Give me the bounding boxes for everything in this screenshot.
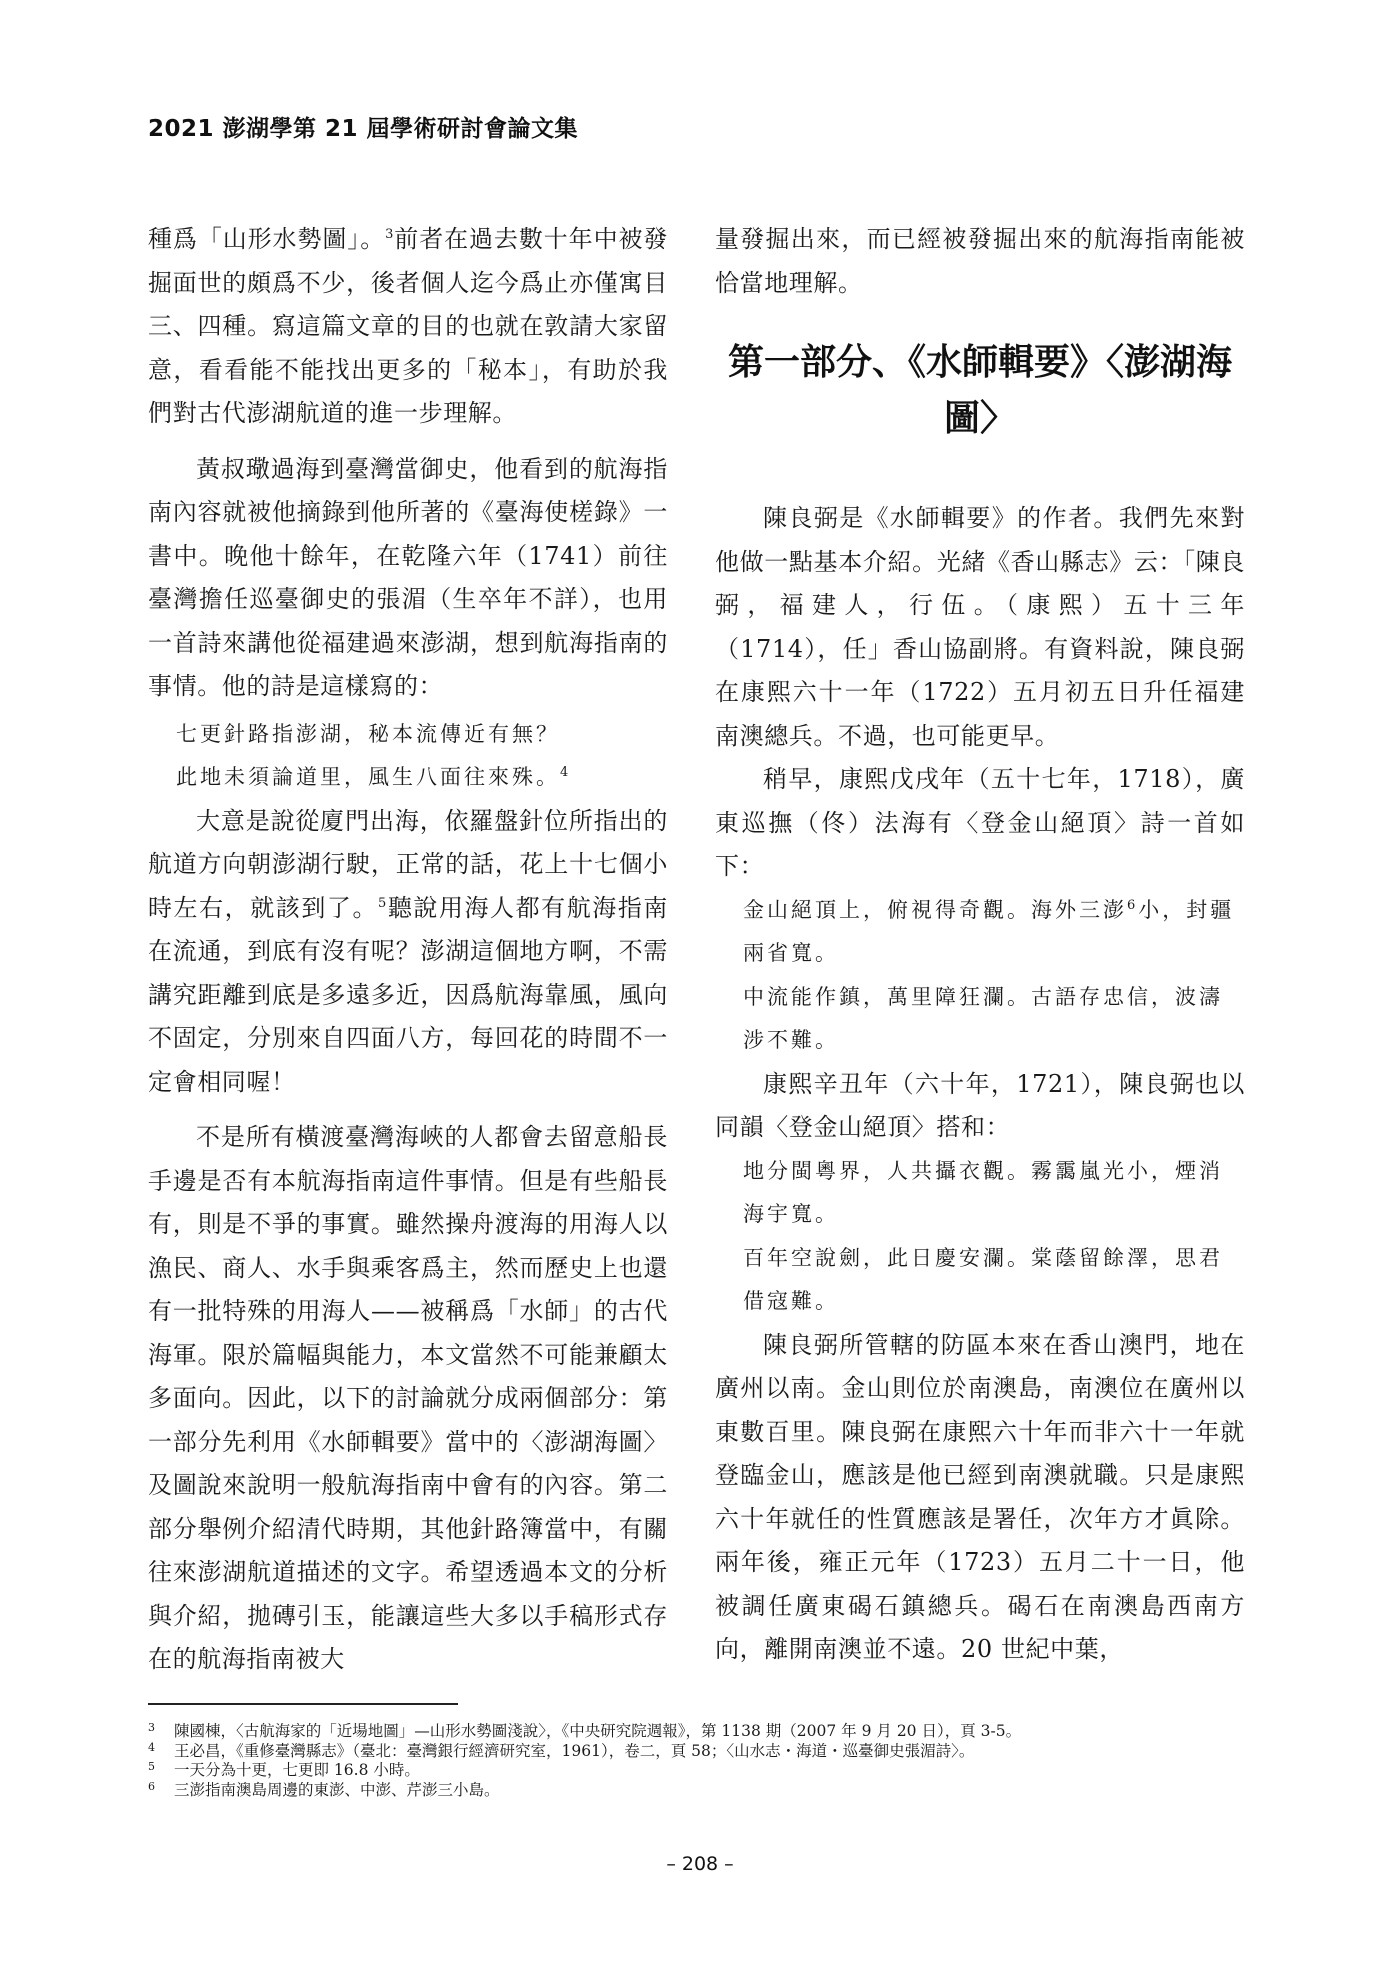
poem	[715, 1150, 1245, 1324]
section-heading-line: 圖〉	[943, 398, 1016, 439]
paragraph: 量發掘出來，而已經被發掘出來的航海指南能被恰當地理解。	[715, 225, 1245, 297]
paragraph: 不是所有橫渡臺灣海峽的人都會去留意船長手邊是否有本航海指南這件事情。但是有些船長有，則是不爭的事實。雖然操舟渡海的用海人以漁民、商人、水手與乘客爲主，然而歷史上也還有一批特殊的用海人——被稱爲「水師」的古代海軍。限於篇幅與能力，本文當然不可能兼顧太多面向。因此，以下的討論就分成兩個部分：第一部分先利用《水師輯要》當中的〈澎湖海圖〉及圖說來說明一般航海指南中會有的內容。第二部分舉例介紹清代時期，其他針路簿當中，有關往來澎湖航道描述的文字。希望透過本文的分析與介紹，拋磚引玉，能讓這些大多以手稿形式存在的航海指南被大	[148, 1123, 668, 1673]
paragraph: 陳良弼所管轄的防區本來在香山澳門，地在廣州以南。金山則位於南澳島，南澳位在廣州以東數百里。陳良弼在康熙六十年而非六十一年就登臨金山，應該是他已經到南澳就職。只是康熙六十年就任的性質應該是署任，次年方才眞除。兩年後，雍正元年（1723）五月二十一日，他被調任廣東碣石鎮總兵。碣石在南澳島西南方向，離開南澳並不遠。20 世紀中葉，	[715, 1330, 1245, 1663]
footnote-number: 4	[148, 1740, 155, 1754]
left-column	[148, 218, 668, 1682]
poem-line: 七更針路指澎湖，秘本流傳近有無？	[176, 721, 560, 746]
footnote-ref[interactable]: 5	[378, 895, 387, 911]
footnote	[148, 1742, 1258, 1762]
footnote-ref[interactable]: 6	[1127, 897, 1139, 913]
paragraph-text: 種爲「山形水勢圖」。	[148, 225, 386, 253]
paragraph: 陳良弼是《水師輯要》的作者。我們先來對他做一點基本介紹。光緒《香山縣志》云：「陳良弼，福建人，行伍。（康熙）五十三年（1714），任」香山協副將。有資料說，陳良弼在康熙六十一年（1722）五月初五日升任福建南澳總兵。不過，也可能更早。	[715, 504, 1245, 750]
poem-stanza: 百年空說劍，此日慶安瀾。棠蔭留餘澤，思君借寇難。	[743, 1245, 1223, 1313]
poem	[148, 713, 668, 800]
section-heading	[715, 335, 1245, 447]
paragraph: 稍早，康熙戊戌年（五十七年，1718），廣東巡撫（佟）法海有〈登金山絕頂〉詩一首如下：	[715, 765, 1245, 880]
paragraph-text: 大意是說從廈門出海，依羅盤針位所指出的航道方向朝澎湖行駛，正常的話，花上十七個小時左右，就該到了。	[148, 806, 668, 922]
poem-stanza: 中流能作鎮，萬里障狂瀾。古語存忠信，波濤涉不難。	[743, 984, 1223, 1052]
footnote	[148, 1722, 1258, 1742]
paragraph: 康熙辛丑年（六十年，1721），陳良弼也以同韻〈登金山絕頂〉搭和：	[715, 1069, 1245, 1141]
footnote-text: 陳國棟，〈古航海家的「近場地圖」—山形水勢圖淺說〉，《中央研究院週報》，第 1138 期（2007 年 9 月 20 日），頁 3-5。	[174, 1722, 1022, 1740]
page-number: – 208 –	[666, 1853, 734, 1875]
footnote-text: 三澎指南澳島周邊的東澎、中澎、芹澎三小島。	[174, 1780, 500, 1799]
footnote	[148, 1781, 1258, 1801]
footnote-ref[interactable]: 3	[385, 227, 394, 242]
poem-line-text: 此地未須論道里，風生八面往來殊。	[176, 765, 560, 789]
poem-text: 小，封疆兩省寬。	[743, 897, 1235, 965]
paragraph: 黃叔璥過海到臺灣當御史，他看到的航海指南內容就被他摘錄到他所著的《臺海使槎錄》一書中。晚他十餘年，在乾隆六年（1741）前往臺灣擔任巡臺御史的張湄（生卒年不詳），也用一首詩來講他從福建過來澎湖，想到航海指南的事情。他的詩是這樣寫的：	[148, 454, 668, 700]
footnote-separator	[148, 1703, 458, 1705]
poem	[715, 889, 1245, 1063]
footnote	[148, 1761, 1258, 1781]
footnote-number: 6	[148, 1779, 155, 1793]
paragraph-text: 聽說用海人都有航海指南在流通，到底有沒有呢？澎湖這個地方啊，不需講究距離到底是多遠多近，因爲航海靠風，風向不固定，分別來自四面八方，每回花的時間不一定會相同喔！	[148, 893, 668, 1096]
footnote-text: 王必昌，《重修臺灣縣志》（臺北：臺灣銀行經濟研究室，1961），卷二，頁 58；〈山水志・海道・巡臺御史張湄詩〉。	[174, 1741, 975, 1760]
poem-stanza: 地分閩粵界，人共攝衣觀。霧靄嵐光小，煙消海宇寬。	[743, 1158, 1223, 1226]
footnote-ref[interactable]: 4	[560, 765, 572, 780]
poem-text: 金山絕頂上，俯視得奇觀。海外三澎	[743, 897, 1127, 922]
poem-line	[148, 756, 668, 800]
footnote-number: 3	[148, 1721, 155, 1734]
section-heading-line: 第一部分、《水師輯要》〈澎湖海	[727, 342, 1232, 383]
running-header: 2021 澎湖學第 21 屆學術研討會論文集	[148, 116, 579, 142]
paragraph-text: 前者在過去數十年中被發掘面世的頗爲不少，後者個人迄今爲止亦僅寓目三、四種。寫這篇文章的目的也就在敦請大家留意，看看能不能找出更多的「秘本」，有助於我們對古代澎湖航道的進一步理解。	[148, 225, 668, 427]
poem-stanza	[715, 889, 1245, 976]
footnote-number: 5	[148, 1760, 155, 1773]
footnotes	[148, 1722, 1258, 1800]
right-column	[715, 218, 1245, 1672]
paragraph	[148, 800, 668, 1105]
footnote-text: 一天分為十更，七更即 16.8 小時。	[174, 1761, 420, 1779]
paragraph	[148, 218, 668, 436]
